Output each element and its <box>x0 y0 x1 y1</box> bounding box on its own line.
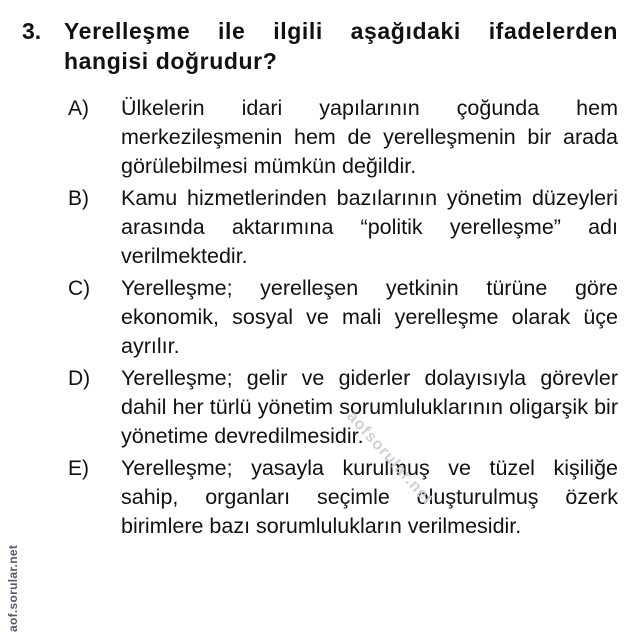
question-number: 3. <box>22 18 42 44</box>
option-letter: B) <box>68 187 89 210</box>
option-text: Yerelleşme; yerelleşen yetkinin türüne göre ekonomik, sosyal ve mali yerelleşme olarak üçe ayrılır. <box>121 276 618 358</box>
option-a[interactable] <box>22 94 618 181</box>
options-list <box>22 94 618 541</box>
option-letter: A) <box>68 97 89 120</box>
option-text: Ülkelerin idari yapılarının çoğunda hem merkezileşmenin hem de yerelleşmenin bir arada görülebilmesi mümkün değildir. <box>121 96 618 178</box>
option-letter: C) <box>68 277 91 300</box>
option-d[interactable] <box>22 364 618 451</box>
option-text: Kamu hizmetlerinden bazılarının yönetim düzeyleri arasında aktarımına “politik yerelleşme” adı verilmektedir. <box>121 186 618 268</box>
option-c[interactable] <box>22 274 618 361</box>
question-text: Yerelleşme ile ilgili aşağıdaki ifadelerden hangisi doğrudur? <box>64 18 618 74</box>
option-text: Yerelleşme; yasayla kurulmuş ve tüzel kişiliğe sahip, organları seçimle oluşturulmuş özerk birimlere bazı sorumlulukların verilmesidir. <box>121 456 618 538</box>
question-header <box>22 16 618 76</box>
option-b[interactable] <box>22 184 618 271</box>
diagonal-watermark: aofsorular.net <box>343 408 437 509</box>
question-block <box>22 16 618 544</box>
option-letter: E) <box>68 457 89 480</box>
option-text: Yerelleşme; gelir ve giderler dolayısıyla görevler dahil her türlü yönetim sorumluluklarının oligarşik bir yönetime devredilmesidir. <box>121 366 618 448</box>
option-letter: D) <box>68 367 91 390</box>
option-e[interactable] <box>22 454 618 541</box>
side-watermark: aof.sorular.net <box>6 544 20 632</box>
